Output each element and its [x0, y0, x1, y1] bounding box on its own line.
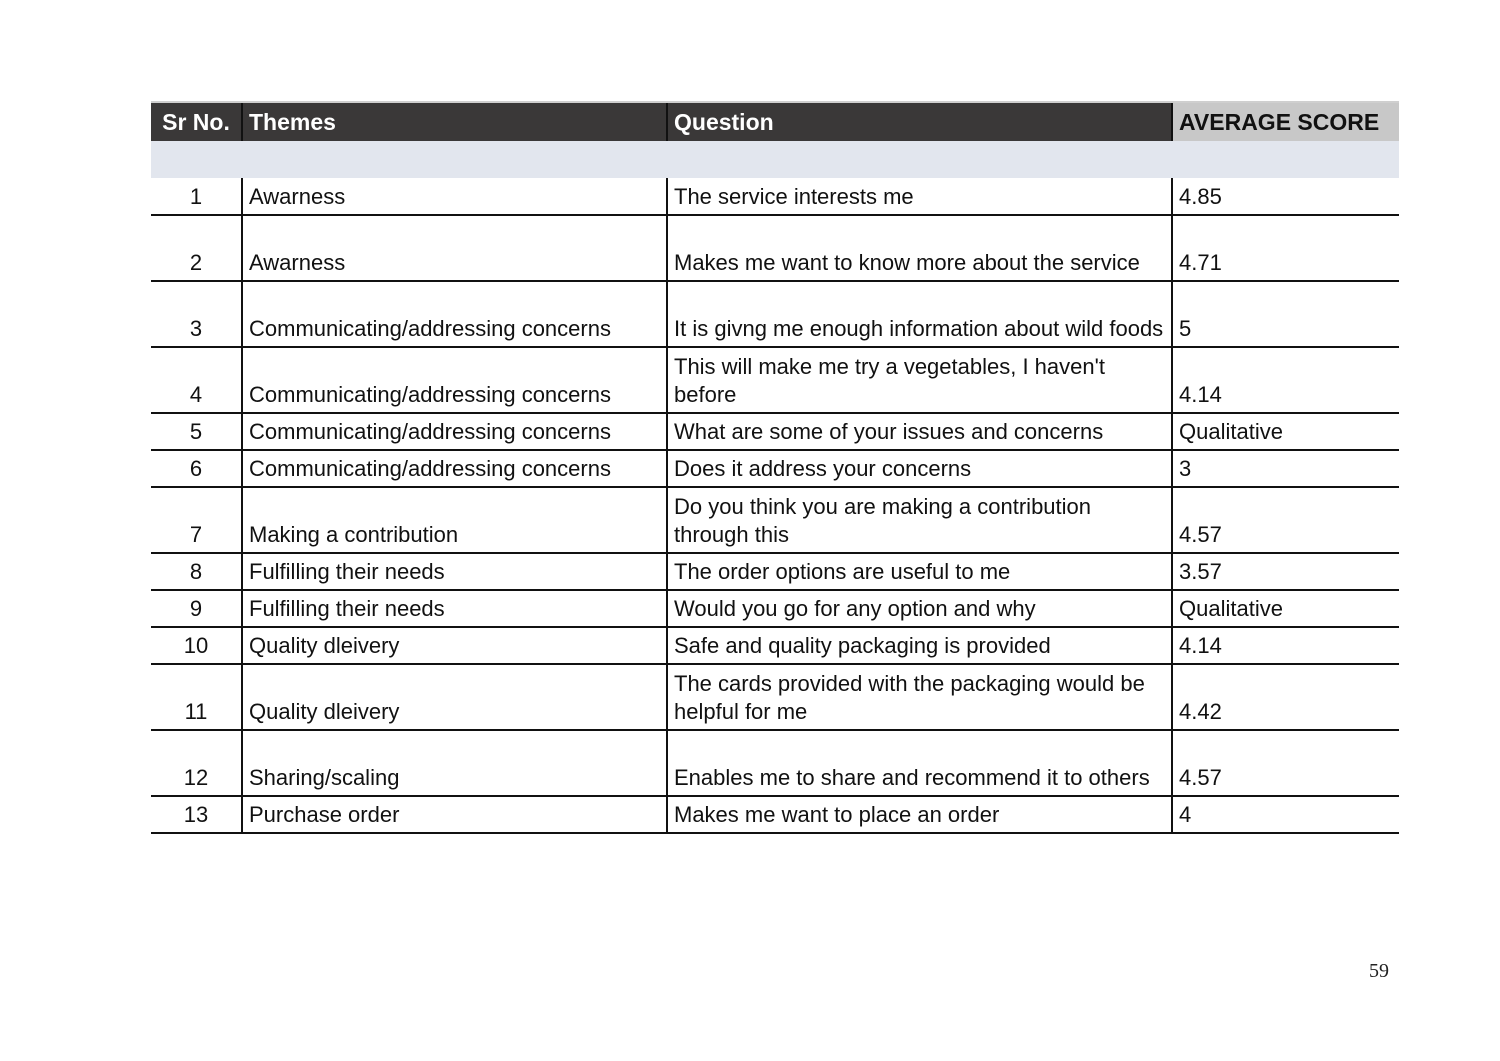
score-cell: Qualitative [1172, 590, 1399, 627]
survey-results-table [151, 101, 1399, 834]
header-sr-no: Sr No. [151, 102, 242, 141]
score-cell: Qualitative [1172, 413, 1399, 450]
question-cell: Do you think you are making a contribution through this [667, 487, 1172, 553]
theme-cell: Communicating/addressing concerns [242, 281, 667, 347]
theme-cell: Communicating/addressing concerns [242, 450, 667, 487]
table-row [151, 178, 1399, 215]
theme-cell: Awarness [242, 178, 667, 215]
sr-no-cell: 8 [151, 553, 242, 590]
score-cell: 3.57 [1172, 553, 1399, 590]
sr-no-cell: 3 [151, 281, 242, 347]
score-cell: 4.57 [1172, 487, 1399, 553]
sr-no-cell: 5 [151, 413, 242, 450]
sr-no-cell: 4 [151, 347, 242, 413]
table-row [151, 590, 1399, 627]
sr-no-cell: 6 [151, 450, 242, 487]
table-row [151, 553, 1399, 590]
question-cell: Enables me to share and recommend it to others [667, 730, 1172, 796]
question-cell: This will make me try a vegetables, I haven't before [667, 347, 1172, 413]
question-cell: The cards provided with the packaging would be helpful for me [667, 664, 1172, 730]
table-row [151, 627, 1399, 664]
question-cell: Safe and quality packaging is provided [667, 627, 1172, 664]
score-cell: 4.71 [1172, 215, 1399, 281]
table-row [151, 413, 1399, 450]
header-question: Question [667, 102, 1172, 141]
theme-cell: Fulfilling their needs [242, 553, 667, 590]
sr-no-cell: 11 [151, 664, 242, 730]
table-row [151, 664, 1399, 730]
theme-cell: Communicating/addressing concerns [242, 413, 667, 450]
score-cell: 5 [1172, 281, 1399, 347]
table-row [151, 215, 1399, 281]
score-cell: 4.42 [1172, 664, 1399, 730]
table-row [151, 347, 1399, 413]
sr-no-cell: 2 [151, 215, 242, 281]
theme-cell: Purchase order [242, 796, 667, 833]
table-row [151, 281, 1399, 347]
header-spacer [151, 141, 1399, 178]
theme-cell: Communicating/addressing concerns [242, 347, 667, 413]
sr-no-cell: 12 [151, 730, 242, 796]
theme-cell: Quality dleivery [242, 627, 667, 664]
sr-no-cell: 1 [151, 178, 242, 215]
theme-cell: Quality dleivery [242, 664, 667, 730]
score-cell: 4.14 [1172, 627, 1399, 664]
question-cell: The service interests me [667, 178, 1172, 215]
score-cell: 4.57 [1172, 730, 1399, 796]
score-cell: 4.14 [1172, 347, 1399, 413]
question-cell: It is givng me enough information about wild foods [667, 281, 1172, 347]
table-row [151, 450, 1399, 487]
header-average-score: AVERAGE SCORE [1172, 102, 1399, 141]
sr-no-cell: 7 [151, 487, 242, 553]
score-cell: 3 [1172, 450, 1399, 487]
score-cell: 4.85 [1172, 178, 1399, 215]
question-cell: Does it address your concerns [667, 450, 1172, 487]
theme-cell: Awarness [242, 215, 667, 281]
question-cell: Would you go for any option and why [667, 590, 1172, 627]
question-cell: Makes me want to know more about the service [667, 215, 1172, 281]
sr-no-cell: 10 [151, 627, 242, 664]
page-number: 59 [1369, 960, 1389, 982]
table-row [151, 796, 1399, 833]
sr-no-cell: 9 [151, 590, 242, 627]
theme-cell: Making a contribution [242, 487, 667, 553]
table-row [151, 730, 1399, 796]
sr-no-cell: 13 [151, 796, 242, 833]
score-cell: 4 [1172, 796, 1399, 833]
theme-cell: Fulfilling their needs [242, 590, 667, 627]
question-cell: The order options are useful to me [667, 553, 1172, 590]
table-row [151, 487, 1399, 553]
spacer-cell [151, 141, 1399, 178]
table-header-row [151, 102, 1399, 141]
theme-cell: Sharing/scaling [242, 730, 667, 796]
question-cell: What are some of your issues and concerns [667, 413, 1172, 450]
question-cell: Makes me want to place an order [667, 796, 1172, 833]
header-themes: Themes [242, 102, 667, 141]
